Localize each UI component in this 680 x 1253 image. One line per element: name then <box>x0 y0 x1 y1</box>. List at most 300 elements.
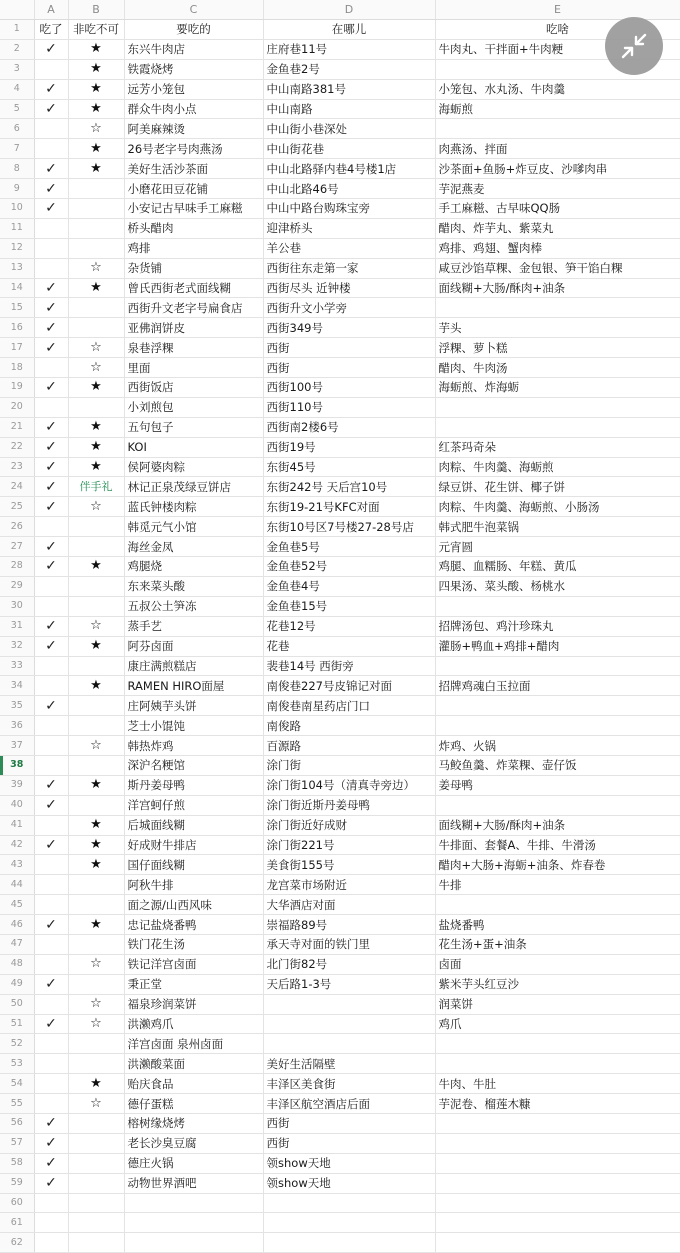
cell-ate[interactable]: ✓ <box>34 1153 68 1173</box>
row-number[interactable]: 16 <box>0 318 34 338</box>
column-header-d[interactable]: D <box>263 0 435 20</box>
cell-dishes[interactable]: 灌肠+鸭血+鸡排+醋肉 <box>435 636 680 656</box>
row-number[interactable]: 62 <box>0 1233 34 1253</box>
cell-what[interactable] <box>124 1233 263 1253</box>
row-number[interactable]: 19 <box>0 378 34 398</box>
cell-where[interactable]: 丰泽区美食街 <box>263 1074 435 1094</box>
cell-where[interactable]: 涂门街近斯丹姜母鸭 <box>263 795 435 815</box>
cell-dishes[interactable]: 海蛎煎 <box>435 99 680 119</box>
cell-dishes[interactable] <box>435 1213 680 1233</box>
cell-where[interactable]: 美好生活隔壁 <box>263 1054 435 1074</box>
row-number[interactable]: 34 <box>0 676 34 696</box>
cell-ate[interactable]: ✓ <box>34 477 68 497</box>
cell-ate[interactable] <box>34 994 68 1014</box>
row-number[interactable]: 39 <box>0 775 34 795</box>
cell-dishes[interactable] <box>435 1133 680 1153</box>
cell-ate[interactable]: ✓ <box>34 159 68 179</box>
cell-dishes[interactable]: 浮粿、萝卜糕 <box>435 338 680 358</box>
cell-what[interactable]: 曾氏西街老式面线糊 <box>124 278 263 298</box>
cell-must-eat[interactable] <box>68 537 124 557</box>
cell-must-eat[interactable] <box>68 179 124 199</box>
cell-where[interactable]: 涂门街近好成财 <box>263 815 435 835</box>
cell-where[interactable]: 庄府巷11号 <box>263 39 435 59</box>
cell-must-eat[interactable]: ★ <box>68 39 124 59</box>
cell-must-eat[interactable]: ★ <box>68 378 124 398</box>
cell-what[interactable]: 西街饭店 <box>124 378 263 398</box>
row-number[interactable]: 4 <box>0 79 34 99</box>
cell-must-eat[interactable]: ★ <box>68 676 124 696</box>
cell-what[interactable]: 面之源/山西风味 <box>124 895 263 915</box>
cell-dishes[interactable]: 盐烧番鸭 <box>435 915 680 935</box>
cell-must-eat[interactable] <box>68 517 124 537</box>
cell-what[interactable]: 忠记盐烧番鸭 <box>124 915 263 935</box>
cell-ate[interactable]: ✓ <box>34 99 68 119</box>
header-where[interactable]: 在哪儿 <box>263 20 435 40</box>
cell-dishes[interactable]: 手工麻糍、古早味QQ肠 <box>435 199 680 219</box>
row-number[interactable]: 32 <box>0 636 34 656</box>
cell-ate[interactable]: ✓ <box>34 1014 68 1034</box>
cell-dishes[interactable]: 肉粽、牛肉羹、海蛎煎 <box>435 457 680 477</box>
cell-where[interactable]: 承天寺对面的铁门里 <box>263 934 435 954</box>
cell-ate[interactable] <box>34 1074 68 1094</box>
cell-what[interactable] <box>124 1193 263 1213</box>
cell-what[interactable]: 韩觅元气小馆 <box>124 517 263 537</box>
cell-where[interactable]: 中山北路46号 <box>263 179 435 199</box>
cell-must-eat[interactable] <box>68 696 124 716</box>
row-number[interactable]: 30 <box>0 596 34 616</box>
cell-where[interactable]: 崇福路89号 <box>263 915 435 935</box>
cell-ate[interactable]: ✓ <box>34 557 68 577</box>
cell-where[interactable]: 中山街小巷深处 <box>263 119 435 139</box>
cell-what[interactable]: 洪濑鸡爪 <box>124 1014 263 1034</box>
cell-dishes[interactable] <box>435 1034 680 1054</box>
cell-must-eat[interactable] <box>68 795 124 815</box>
cell-where[interactable]: 金鱼巷52号 <box>263 557 435 577</box>
row-number[interactable]: 24 <box>0 477 34 497</box>
cell-ate[interactable]: ✓ <box>34 179 68 199</box>
cell-dishes[interactable]: 炸鸡、火锅 <box>435 736 680 756</box>
cell-must-eat[interactable] <box>68 1054 124 1074</box>
row-number[interactable]: 1 <box>0 20 34 40</box>
cell-ate[interactable] <box>34 736 68 756</box>
cell-ate[interactable]: ✓ <box>34 79 68 99</box>
cell-what[interactable]: 秉正堂 <box>124 974 263 994</box>
cell-must-eat[interactable]: ☆ <box>68 1094 124 1114</box>
row-number[interactable]: 54 <box>0 1074 34 1094</box>
cell-ate[interactable]: ✓ <box>34 835 68 855</box>
cell-must-eat[interactable]: ☆ <box>68 119 124 139</box>
cell-must-eat[interactable]: ★ <box>68 437 124 457</box>
row-number[interactable]: 5 <box>0 99 34 119</box>
row-number[interactable]: 7 <box>0 139 34 159</box>
cell-where[interactable]: 南俊巷南星药店门口 <box>263 696 435 716</box>
cell-must-eat[interactable]: ★ <box>68 99 124 119</box>
cell-must-eat[interactable] <box>68 974 124 994</box>
row-number[interactable]: 22 <box>0 437 34 457</box>
cell-ate[interactable]: ✓ <box>34 795 68 815</box>
cell-ate[interactable]: ✓ <box>34 775 68 795</box>
row-number[interactable]: 59 <box>0 1173 34 1193</box>
cell-what[interactable]: 里面 <box>124 358 263 378</box>
row-number[interactable]: 50 <box>0 994 34 1014</box>
cell-dishes[interactable] <box>435 417 680 437</box>
cell-ate[interactable] <box>34 59 68 79</box>
row-number[interactable]: 53 <box>0 1054 34 1074</box>
cell-what[interactable]: 动物世界酒吧 <box>124 1173 263 1193</box>
cell-ate[interactable] <box>34 815 68 835</box>
cell-what[interactable]: 群众牛肉小点 <box>124 99 263 119</box>
cell-must-eat[interactable]: ★ <box>68 139 124 159</box>
cell-ate[interactable] <box>34 358 68 378</box>
cell-where[interactable]: 金鱼巷4号 <box>263 576 435 596</box>
cell-ate[interactable] <box>34 716 68 736</box>
cell-dishes[interactable] <box>435 696 680 716</box>
cell-must-eat[interactable]: ☆ <box>68 1014 124 1034</box>
cell-where[interactable]: 西街尽头 近钟楼 <box>263 278 435 298</box>
row-number[interactable]: 10 <box>0 199 34 219</box>
cell-where[interactable] <box>263 1034 435 1054</box>
row-number[interactable]: 44 <box>0 875 34 895</box>
cell-dishes[interactable]: 咸豆沙馅草粿、金包银、笋干馅白粿 <box>435 258 680 278</box>
cell-ate[interactable]: ✓ <box>34 696 68 716</box>
row-number[interactable]: 21 <box>0 417 34 437</box>
cell-ate[interactable] <box>34 218 68 238</box>
cell-where[interactable]: 南俊路 <box>263 716 435 736</box>
cell-what[interactable]: 铁记洋宫卤面 <box>124 954 263 974</box>
cell-what[interactable]: 洋宫卤面 泉州卤面 <box>124 1034 263 1054</box>
cell-must-eat[interactable]: ★ <box>68 159 124 179</box>
cell-ate[interactable]: ✓ <box>34 1173 68 1193</box>
cell-ate[interactable] <box>34 119 68 139</box>
cell-dishes[interactable]: 元宵圆 <box>435 537 680 557</box>
row-number[interactable]: 18 <box>0 358 34 378</box>
cell-what[interactable]: 阿美麻辣烫 <box>124 119 263 139</box>
header-ate[interactable]: 吃了 <box>34 20 68 40</box>
cell-ate[interactable] <box>34 895 68 915</box>
cell-where[interactable]: 西街南2楼6号 <box>263 417 435 437</box>
cell-where[interactable]: 金鱼巷2号 <box>263 59 435 79</box>
row-number[interactable]: 36 <box>0 716 34 736</box>
row-number[interactable]: 8 <box>0 159 34 179</box>
cell-where[interactable]: 领show天地 <box>263 1173 435 1193</box>
cell-must-eat[interactable]: ★ <box>68 557 124 577</box>
cell-what[interactable]: 铁门花生汤 <box>124 934 263 954</box>
cell-ate[interactable] <box>34 1233 68 1253</box>
row-number[interactable]: 37 <box>0 736 34 756</box>
cell-what[interactable]: 深沪名粳馆 <box>124 755 263 775</box>
cell-ate[interactable]: ✓ <box>34 457 68 477</box>
cell-what[interactable]: 小刘煎包 <box>124 397 263 417</box>
cell-where[interactable]: 西街 <box>263 1133 435 1153</box>
cell-dishes[interactable]: 芋头 <box>435 318 680 338</box>
cell-dishes[interactable] <box>435 656 680 676</box>
cell-dishes[interactable]: 招牌汤包、鸡汁珍珠丸 <box>435 616 680 636</box>
cell-what[interactable]: 26号老字号肉燕汤 <box>124 139 263 159</box>
cell-what[interactable]: 杂货铺 <box>124 258 263 278</box>
cell-ate[interactable] <box>34 1094 68 1114</box>
cell-where[interactable]: 西街 <box>263 338 435 358</box>
cell-dishes[interactable]: 牛肉、牛肚 <box>435 1074 680 1094</box>
cell-where[interactable]: 龙宫菜市场附近 <box>263 875 435 895</box>
row-number[interactable]: 61 <box>0 1213 34 1233</box>
cell-where[interactable] <box>263 994 435 1014</box>
cell-ate[interactable]: ✓ <box>34 636 68 656</box>
cell-must-eat[interactable] <box>68 1173 124 1193</box>
cell-where[interactable]: 东街10号区7号楼27-28号店 <box>263 517 435 537</box>
cell-what[interactable]: 小磨花田豆花铺 <box>124 179 263 199</box>
cell-ate[interactable] <box>34 656 68 676</box>
cell-what[interactable]: 东兴牛肉店 <box>124 39 263 59</box>
cell-ate[interactable] <box>34 1193 68 1213</box>
row-number[interactable]: 20 <box>0 397 34 417</box>
cell-what[interactable]: 庄阿姨芋头饼 <box>124 696 263 716</box>
cell-dishes[interactable] <box>435 1113 680 1133</box>
cell-dishes[interactable]: 面线糊+大肠/酥肉+油条 <box>435 278 680 298</box>
row-number[interactable]: 25 <box>0 497 34 517</box>
cell-where[interactable]: 西街100号 <box>263 378 435 398</box>
cell-ate[interactable]: ✓ <box>34 974 68 994</box>
row-number[interactable]: 31 <box>0 616 34 636</box>
cell-what[interactable]: KOI <box>124 437 263 457</box>
row-number[interactable]: 27 <box>0 537 34 557</box>
cell-what[interactable]: 五句包子 <box>124 417 263 437</box>
row-number[interactable]: 29 <box>0 576 34 596</box>
cell-must-eat[interactable]: ☆ <box>68 616 124 636</box>
cell-must-eat[interactable] <box>68 656 124 676</box>
cell-where[interactable]: 金鱼巷15号 <box>263 596 435 616</box>
cell-dishes[interactable] <box>435 119 680 139</box>
cell-ate[interactable] <box>34 397 68 417</box>
cell-what[interactable]: 芝士小馄饨 <box>124 716 263 736</box>
cell-what[interactable] <box>124 1213 263 1233</box>
cell-what[interactable]: 西街升文老字号扁食店 <box>124 298 263 318</box>
cell-must-eat[interactable] <box>68 596 124 616</box>
cell-dishes[interactable] <box>435 895 680 915</box>
cell-where[interactable]: 中山中路台购珠宝旁 <box>263 199 435 219</box>
cell-dishes[interactable]: 紫米芋头红豆沙 <box>435 974 680 994</box>
cell-dishes[interactable] <box>435 716 680 736</box>
cell-must-eat[interactable] <box>68 1213 124 1233</box>
cell-must-eat[interactable]: ★ <box>68 278 124 298</box>
cell-where[interactable]: 西街 <box>263 1113 435 1133</box>
cell-must-eat[interactable]: ★ <box>68 79 124 99</box>
cell-dishes[interactable]: 肉燕汤、拌面 <box>435 139 680 159</box>
cell-must-eat[interactable] <box>68 218 124 238</box>
cell-dishes[interactable] <box>435 298 680 318</box>
cell-what[interactable]: RAMEN HIRO面屋 <box>124 676 263 696</box>
cell-must-eat[interactable]: ★ <box>68 855 124 875</box>
cell-where[interactable]: 中山街花巷 <box>263 139 435 159</box>
row-number[interactable]: 47 <box>0 934 34 954</box>
cell-must-eat[interactable]: ☆ <box>68 338 124 358</box>
cell-must-eat[interactable]: ☆ <box>68 994 124 1014</box>
cell-what[interactable]: 蒸手艺 <box>124 616 263 636</box>
cell-what[interactable]: 小安记古早味手工麻糍 <box>124 199 263 219</box>
cell-ate[interactable]: ✓ <box>34 616 68 636</box>
cell-must-eat[interactable] <box>68 1034 124 1054</box>
cell-dishes[interactable]: 肉粽、牛肉羹、海蛎煎、小肠汤 <box>435 497 680 517</box>
cell-must-eat[interactable]: ☆ <box>68 736 124 756</box>
cell-ate[interactable]: ✓ <box>34 537 68 557</box>
cell-where[interactable]: 领show天地 <box>263 1153 435 1173</box>
row-number[interactable]: 55 <box>0 1094 34 1114</box>
cell-must-eat[interactable]: ★ <box>68 636 124 656</box>
cell-dishes[interactable]: 醋肉+大肠+海蛎+油条、炸春卷 <box>435 855 680 875</box>
row-number[interactable]: 56 <box>0 1113 34 1133</box>
cell-where[interactable]: 涂门街104号（清真寺旁边） <box>263 775 435 795</box>
cell-must-eat[interactable] <box>68 895 124 915</box>
row-number[interactable]: 45 <box>0 895 34 915</box>
cell-ate[interactable] <box>34 954 68 974</box>
cell-what[interactable]: 桥头醋肉 <box>124 218 263 238</box>
cell-ate[interactable] <box>34 855 68 875</box>
cell-dishes[interactable]: 卤面 <box>435 954 680 974</box>
cell-dishes[interactable]: 牛排 <box>435 875 680 895</box>
cell-ate[interactable] <box>34 1034 68 1054</box>
cell-must-eat[interactable] <box>68 576 124 596</box>
header-dishes[interactable]: 吃啥 <box>435 20 680 40</box>
cell-ate[interactable] <box>34 755 68 775</box>
cell-what[interactable]: 榕树缘烧烤 <box>124 1113 263 1133</box>
row-number[interactable]: 12 <box>0 238 34 258</box>
cell-ate[interactable]: ✓ <box>34 278 68 298</box>
cell-must-eat[interactable]: ★ <box>68 59 124 79</box>
cell-what[interactable]: 好成财牛排店 <box>124 835 263 855</box>
row-number[interactable]: 38 <box>0 755 34 775</box>
cell-what[interactable]: 铁霞烧烤 <box>124 59 263 79</box>
cell-what[interactable]: 福泉珍润菜饼 <box>124 994 263 1014</box>
cell-where[interactable]: 中山南路381号 <box>263 79 435 99</box>
row-number[interactable]: 23 <box>0 457 34 477</box>
cell-must-eat[interactable] <box>68 238 124 258</box>
cell-dishes[interactable]: 绿豆饼、花生饼、椰子饼 <box>435 477 680 497</box>
cell-where[interactable] <box>263 1213 435 1233</box>
cell-where[interactable]: 美食街155号 <box>263 855 435 875</box>
cell-what[interactable]: 美好生活沙茶面 <box>124 159 263 179</box>
cell-dishes[interactable] <box>435 397 680 417</box>
cell-must-eat[interactable]: ★ <box>68 815 124 835</box>
cell-ate[interactable] <box>34 258 68 278</box>
cell-dishes[interactable]: 鸡腿、血糯肠、年糕、黄瓜 <box>435 557 680 577</box>
cell-dishes[interactable] <box>435 1153 680 1173</box>
row-number[interactable]: 58 <box>0 1153 34 1173</box>
row-number[interactable]: 15 <box>0 298 34 318</box>
cell-what[interactable]: 亚佛润饼皮 <box>124 318 263 338</box>
cell-dishes[interactable]: 红茶玛奇朵 <box>435 437 680 457</box>
cell-what[interactable]: 林记正泉茂绿豆饼店 <box>124 477 263 497</box>
cell-what[interactable]: 东来菜头酸 <box>124 576 263 596</box>
row-number[interactable]: 46 <box>0 915 34 935</box>
row-number[interactable]: 51 <box>0 1014 34 1034</box>
cell-must-eat[interactable] <box>68 397 124 417</box>
row-number[interactable]: 9 <box>0 179 34 199</box>
cell-where[interactable]: 西街19号 <box>263 437 435 457</box>
row-number[interactable]: 14 <box>0 278 34 298</box>
row-number[interactable]: 43 <box>0 855 34 875</box>
cell-ate[interactable]: ✓ <box>34 199 68 219</box>
cell-where[interactable]: 东街19-21号KFC对面 <box>263 497 435 517</box>
cell-must-eat[interactable] <box>68 298 124 318</box>
cell-what[interactable]: 海丝金凤 <box>124 537 263 557</box>
row-number[interactable]: 41 <box>0 815 34 835</box>
cell-must-eat[interactable]: ★ <box>68 1074 124 1094</box>
cell-what[interactable]: 德仔蛋糕 <box>124 1094 263 1114</box>
cell-ate[interactable]: ✓ <box>34 338 68 358</box>
row-number[interactable]: 42 <box>0 835 34 855</box>
cell-must-eat[interactable] <box>68 1233 124 1253</box>
row-number[interactable]: 57 <box>0 1133 34 1153</box>
cell-where[interactable]: 西街 <box>263 358 435 378</box>
cell-what[interactable]: 贻庆食品 <box>124 1074 263 1094</box>
cell-what[interactable]: 五叔公土笋冻 <box>124 596 263 616</box>
cell-must-eat[interactable] <box>68 1113 124 1133</box>
cell-must-eat[interactable]: ★ <box>68 417 124 437</box>
row-number[interactable]: 2 <box>0 39 34 59</box>
cell-where[interactable]: 花巷 <box>263 636 435 656</box>
select-all-corner[interactable] <box>0 0 34 20</box>
cell-must-eat[interactable]: 伴手礼 <box>68 477 124 497</box>
row-number[interactable]: 3 <box>0 59 34 79</box>
row-number[interactable]: 26 <box>0 517 34 537</box>
cell-ate[interactable]: ✓ <box>34 437 68 457</box>
cell-dishes[interactable] <box>435 1173 680 1193</box>
cell-what[interactable]: 阿芬卤面 <box>124 636 263 656</box>
collapse-button[interactable] <box>605 17 663 75</box>
cell-dishes[interactable]: 鸡排、鸡翅、蟹肉棒 <box>435 238 680 258</box>
cell-where[interactable]: 西街349号 <box>263 318 435 338</box>
cell-where[interactable] <box>263 1193 435 1213</box>
cell-ate[interactable]: ✓ <box>34 1113 68 1133</box>
column-header-b[interactable]: B <box>68 0 124 20</box>
row-number[interactable]: 33 <box>0 656 34 676</box>
cell-where[interactable]: 涂门街 <box>263 755 435 775</box>
cell-dishes[interactable]: 韩式肥牛泡菜锅 <box>435 517 680 537</box>
row-number[interactable]: 11 <box>0 218 34 238</box>
cell-ate[interactable]: ✓ <box>34 1133 68 1153</box>
row-number[interactable]: 17 <box>0 338 34 358</box>
cell-where[interactable]: 西街110号 <box>263 397 435 417</box>
cell-ate[interactable] <box>34 139 68 159</box>
cell-ate[interactable] <box>34 238 68 258</box>
cell-dishes[interactable] <box>435 596 680 616</box>
cell-ate[interactable] <box>34 875 68 895</box>
cell-must-eat[interactable]: ☆ <box>68 497 124 517</box>
cell-what[interactable]: 鸡腿烧 <box>124 557 263 577</box>
cell-ate[interactable]: ✓ <box>34 378 68 398</box>
cell-what[interactable]: 蓝氏钟楼肉粽 <box>124 497 263 517</box>
cell-where[interactable]: 涂门街221号 <box>263 835 435 855</box>
cell-dishes[interactable]: 牛排面、套餐A、牛排、牛滑汤 <box>435 835 680 855</box>
column-header-e[interactable]: E <box>435 0 680 20</box>
cell-where[interactable]: 东街242号 天后宫10号 <box>263 477 435 497</box>
cell-where[interactable]: 羊公巷 <box>263 238 435 258</box>
cell-where[interactable]: 南俊巷227号皮锦记对面 <box>263 676 435 696</box>
cell-what[interactable]: 阿秋牛排 <box>124 875 263 895</box>
row-number[interactable]: 49 <box>0 974 34 994</box>
cell-must-eat[interactable] <box>68 934 124 954</box>
cell-must-eat[interactable]: ☆ <box>68 358 124 378</box>
cell-where[interactable]: 中山南路 <box>263 99 435 119</box>
cell-must-eat[interactable] <box>68 1193 124 1213</box>
cell-must-eat[interactable] <box>68 755 124 775</box>
header-must-eat[interactable]: 非吃不可 <box>68 20 124 40</box>
cell-what[interactable]: 远芳小笼包 <box>124 79 263 99</box>
cell-must-eat[interactable]: ★ <box>68 775 124 795</box>
cell-must-eat[interactable]: ★ <box>68 915 124 935</box>
row-number[interactable]: 35 <box>0 696 34 716</box>
cell-ate[interactable] <box>34 517 68 537</box>
cell-what[interactable]: 韩热炸鸡 <box>124 736 263 756</box>
